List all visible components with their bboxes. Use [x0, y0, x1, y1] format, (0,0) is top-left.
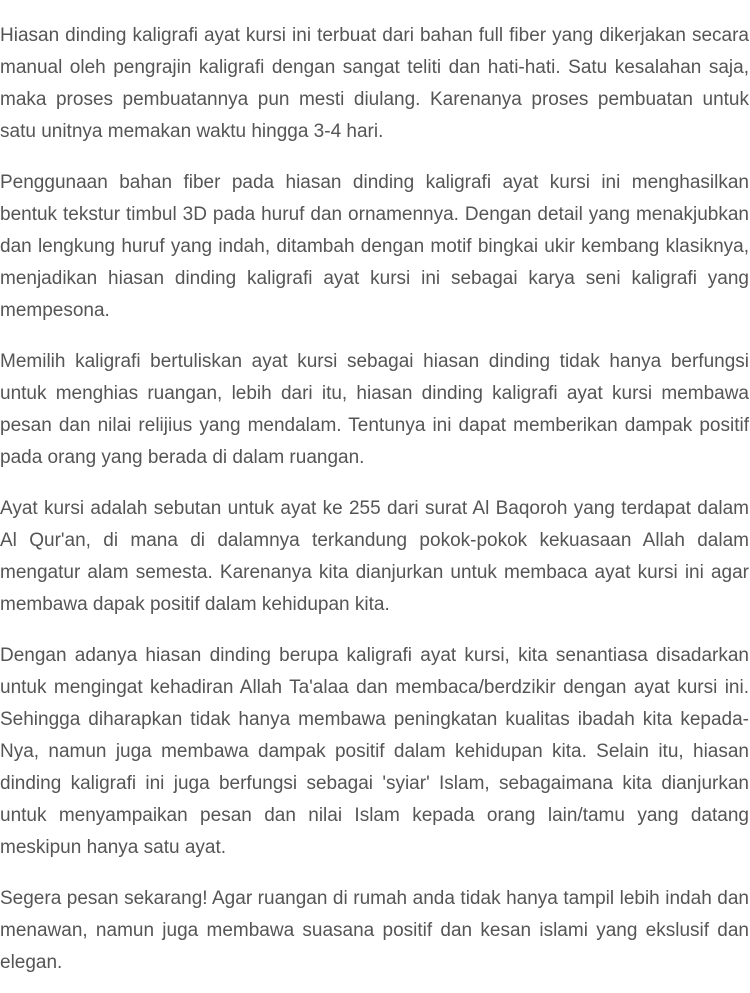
paragraph-call-to-action: Segera pesan sekarang! Agar ruangan di rumah anda tidak hanya tampil lebih indah dan menawan, namun juga membawa suasana positif dan kesan islami yang ekslusif dan elegan.: [0, 888, 749, 973]
paragraph-purpose: Memilih kaligrafi bertuliskan ayat kursi sebagai hiasan dinding tidak hanya berfungsi untuk menghias ruangan, lebih dari itu, hiasan dinding kaligrafi ayat kursi membawa pesan dan nilai relijius yang mendalam. Tentunya ini dapat memberikan dampak positif pada orang yang berada di dalam ruangan.: [0, 351, 749, 468]
paragraph-material: Hiasan dinding kaligrafi ayat kursi ini terbuat dari bahan full fiber yang dikerjakan secara manual oleh pengrajin kaligrafi dengan sangat teliti dan hati-hati. Satu kesalahan saja, maka proses pembuatannya pun mesti diulang. Karenanya proses pembuatan untuk satu unitnya memakan waktu hingga 3-4 hari.: [0, 25, 749, 142]
paragraph-ayat-kursi: Ayat kursi adalah sebutan untuk ayat ke 255 dari surat Al Baqoroh yang terdapat dalam Al Qur'an, di mana di dalamnya terkandung pokok-pokok kekuasaan Allah dalam mengatur alam semesta. Karenanya kita dianjurkan untuk membaca ayat kursi ini agar membawa dapak positif dalam kehidupan kita.: [0, 498, 749, 615]
paragraph-benefits: Dengan adanya hiasan dinding berupa kaligrafi ayat kursi, kita senantiasa disadarkan untuk mengingat kehadiran Allah Ta'alaa dan membaca/berdzikir dengan ayat kursi ini. Sehingga diharapkan tidak hanya membawa peningkatan kualitas ibadah kita kepada-Nya, namun juga membawa dampak positif dalam kehidupan kita. Selain itu, hiasan dinding kaligrafi ini juga berfungsi sebagai 'syiar' Islam, sebagaimana kita dianjurkan untuk menyampaikan pesan dan nilai Islam kepada orang lain/tamu yang datang meskipun hanya satu ayat.: [0, 645, 749, 858]
paragraph-fiber-texture: Penggunaan bahan fiber pada hiasan dinding kaligrafi ayat kursi ini menghasilkan bentuk tekstur timbul 3D pada huruf dan ornamennya. Dengan detail yang menakjubkan dan lengkung huruf yang indah, ditambah dengan motif bingkai ukir kembang klasiknya, menjadikan hiasan dinding kaligrafi ayat kursi ini sebagai karya seni kaligrafi yang mempesona.: [0, 172, 749, 321]
